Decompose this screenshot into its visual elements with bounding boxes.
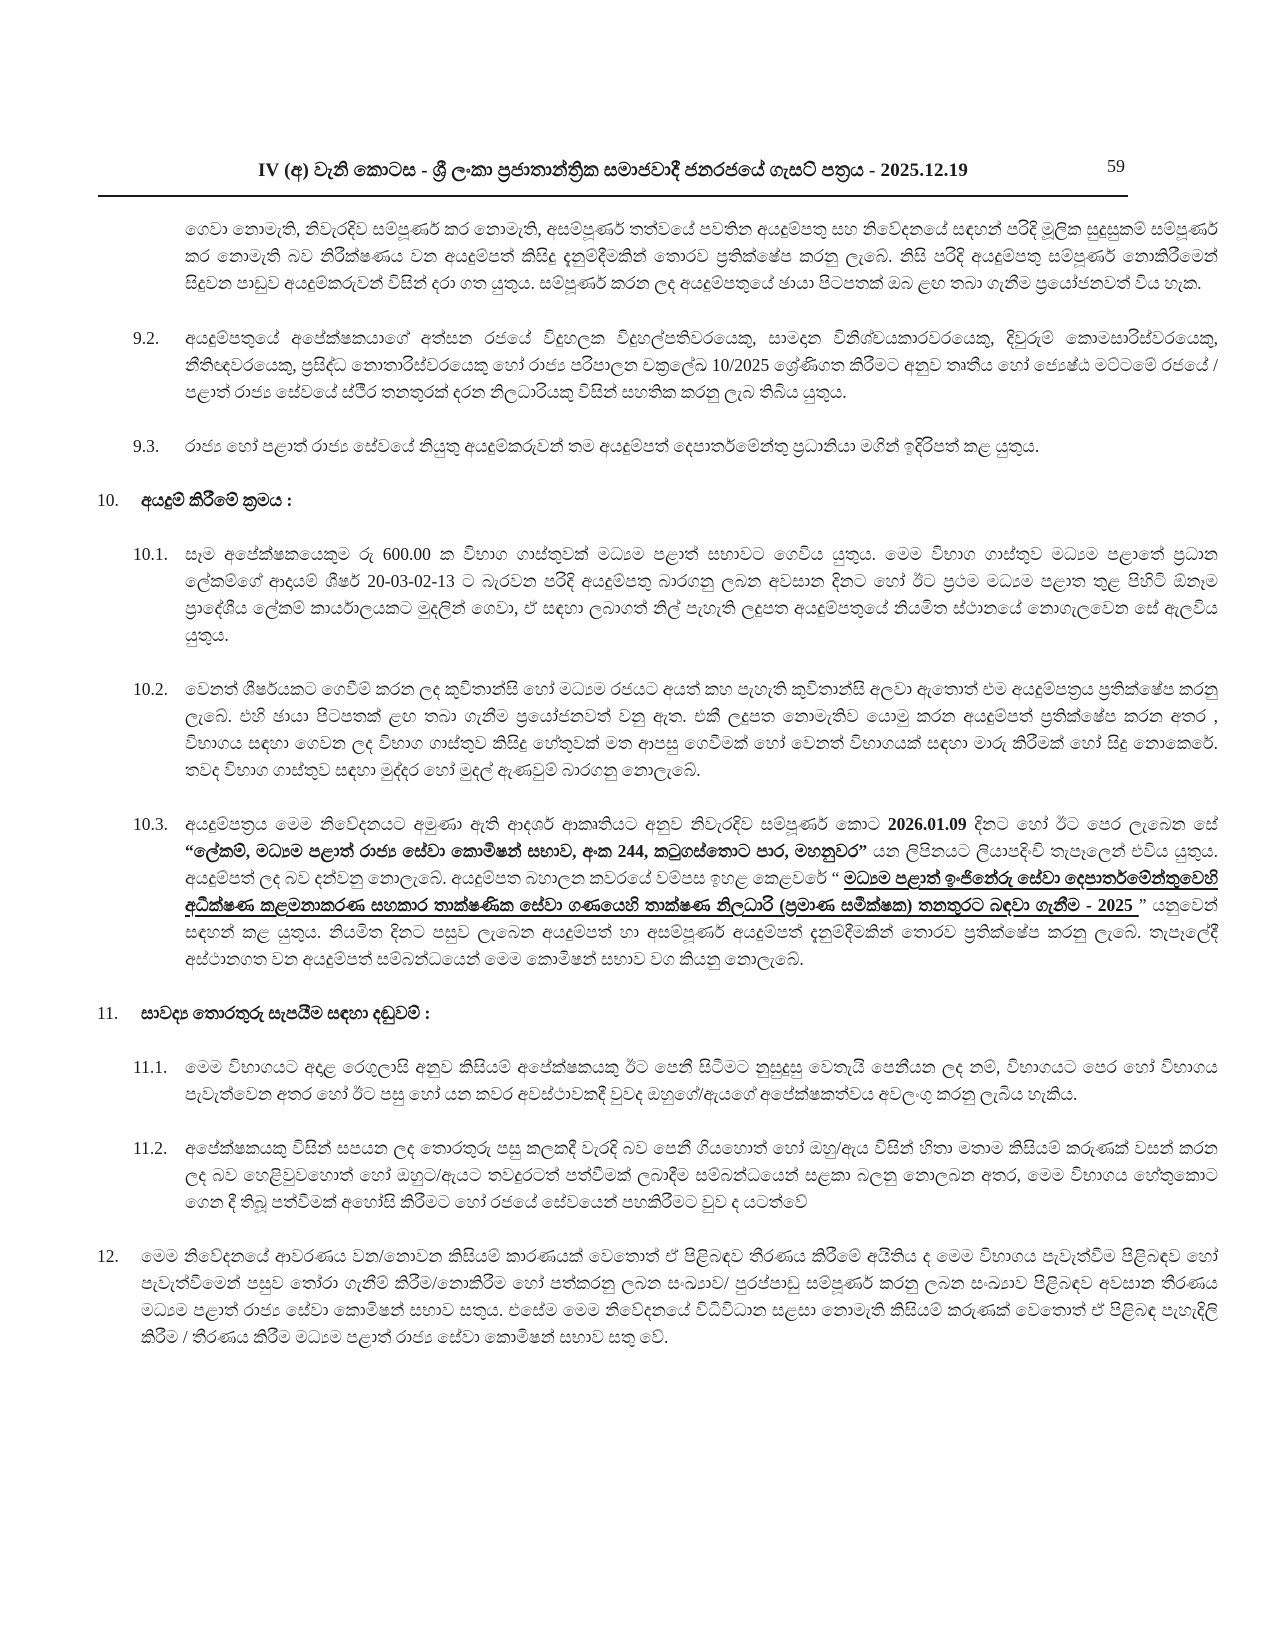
section-text-segment: ” යනුවෙන් සඳහන් කළ යුතුය. නියමිත දිනට පසුව ලැබෙන අයදුම්පත් හා අසම්පූර්ණ අයදුම්පත් දැනුම්දීමකින් තොරව ප්‍රතික්ෂේප කරනු ලැබේ. තැපෑලේදී අස්ථානගත වන අයදුම්පත් සම්බන්ධයෙන් මෙම කොමිෂන් සභාව වග කියනු නොලැබේ.	[185, 895, 1218, 969]
section-number: 11.	[97, 1003, 119, 1023]
section-text: අයදුම්පතුයේ අපේක්ෂකයාගේ අත්සන රජයේ විදුහලක විදුහල්පතිවරයෙකු, සාමදාන විනිශ්චයකාරවරයෙකු, දිවුරුම් කොමසාරිස්වරයෙකු, නීතිඥවරයෙකු, ප්‍රසිද්ධ නොතාරිස්වරයෙකු හෝ රාජ්‍ය පරිපාලන චක්‍රලේඛ 10/2025 ශ්‍රේණිගත කිරීමට අනුව තෘතීය හෝ ජ්‍යෙෂ්ඨ මට්ටමේ රජයේ / පළාත් රාජ්‍ය සේවයේ ස්ථීර තනතුරක් දරන නිලධාරියකු විසින් සහතික කරනු ලැබ තිබිය යුතුය.	[185, 328, 1218, 402]
section-10-3	[97, 811, 1218, 973]
section-number: 9.2.	[133, 328, 160, 348]
deadline-date: 2026.01.09	[887, 814, 967, 834]
section-text	[185, 811, 1218, 973]
section-text: රාජ්‍ය හෝ පළාත් රාජ්‍ය සේවයේ නියුතු අයදුම්කරුවන් තම අයදුම්පත් දෙපාර්තමේන්තු ප්‍රධානියා මගින් ඉදිරිපත් කළ යුතුය.	[185, 436, 1040, 456]
header-divider	[98, 195, 1128, 197]
paragraph-continuation: ගෙවා නොමැති, නිවැරදිව සම්පූර්ණ කර නොමැති, අසම්පූර්ණ තත්වයේ පවතින අයදුම්පතු සහ නිවේදනයේ සඳහන් පරිදි මූලික සුදුසුකම් සම්පූර්ණ කර නොමැති බව නිරීක්ෂණය වන අයදුම්පත් කිසිදු දැනුම්දීමකින් තොරව ප්‍රතික්ෂේප කරනු ලැබේ. නිසි පරිදි අයදුම්පතු සම්පූර්ණ නොකිරීමෙන් සිදුවන පාඩුව අයදුම්කරුවන් විසින් දරා ගත යුතුය. සම්පූර්ණ කරන ලද අයදුම්පතුයේ ඡායා පිටපතක් ඔබ ළඟ තබා ගැනීම ප්‍රයෝජනවත් විය හැක.	[185, 219, 1218, 293]
section-number: 12.	[97, 1246, 119, 1266]
section-number: 10.	[97, 490, 119, 510]
section-10-heading	[97, 487, 1218, 514]
section-number: 10.2.	[133, 679, 168, 699]
section-9-2	[97, 325, 1218, 406]
section-10-1	[97, 541, 1218, 649]
section-number: 9.3.	[133, 436, 160, 456]
section-text-segment: යන ලිපිනයට ලියාපදිංචි තැපෑලෙන් එවිය යුතුය. අයදුම්පත් ලද බව දන්වනු නොලැබේ. අයදුම්පත බහාලන කවරයේ වම්පස ඉහළ කෙළවරේ “	[185, 841, 1218, 888]
section-10-2	[97, 676, 1218, 784]
section-9-3	[97, 433, 1218, 460]
section-number: 11.1.	[133, 1057, 168, 1077]
section-text: සෑම අපේක්ෂකයෙකුම රු 600.00 ක විභාග ගාස්තුවක් මධ්‍යම පළාත් සභාවට ගෙවිය යුතුය. මෙම විභාග ගාස්තුව මධ්‍යම පළාතේ ප්‍රධාන ලේකම්ගේ ආදායම් ශීර්ෂ 20-03-02-13 ට බැරවන පරිදි අයදුම්පතු බාරගනු ලබන අවසාන දිනට හෝ ඊට ප්‍රථම මධ්‍යම පළාත තුළ පිහිටි ඕනෑම ප්‍රාදේශීය ලේකම් කාර්යාලයකට මුදලින් ගෙවා, ඒ සඳහා ලබාගත් නිල් පැහැති ලදුපත අයදුම්පතුයේ නියමිත ස්ථානයේ නොගැලවෙන සේ ඇලවිය යුතුය.	[185, 544, 1218, 645]
section-heading-text: සාවද්‍ය තොරතුරු සැපයීම සඳහා දඬුවම් :	[141, 1003, 431, 1023]
section-11-1	[97, 1054, 1218, 1108]
section-text: අපේක්ෂකයකු විසින් සපයන ලද තොරතුරු පසු කලකදී වැරදි බව පෙනී ගියහොත් හෝ ඔහු/ඇය විසින් හිතා මතාම කිසියම් කරුණක් වසන් කරන ලද බව හෙළිවුවහොත් හෝ ඔහුට/ඇයට තවදුරටත් පත්වීමක් ලබාදීම සම්බන්ධයෙන් සළකා බලනු නොලබන අතර, මෙම විභාගය හේතුකොට ගෙන දී තිබූ පත්වීමක් අහෝසි කිරීමට හෝ රජයේ සේවයෙන් පහකිරීමට වුව ද යටත්වේ	[185, 1138, 1218, 1212]
section-text: මෙම නිවේදනයේ ආවරණය වන/නොවන කිසියම් කාරණයක් වෙතොත් ඒ පිළිබඳව තීරණය කිරීමේ අයිතිය ද මෙම විභාගය පැවැත්වීම පිළිබඳව හෝ පැවැත්වීමෙන් පසුව තෝරා ගැනීම් කිරීම/නොකිරීම හෝ පත්කරනු ලබන සංඛ්‍යාව/ පුරප්පාඩු සම්පූර්ණ කරනු ලබන සංඛ්‍යාව පිළිබඳව අවසාන තීරණය මධ්‍යම පළාත් රාජ්‍ය සේවා කොමිෂන් සභාව සතුය. එසේම මෙම නිවේදනයේ විධිවිධාන සළසා නොමැති කිසියම් කරුණක් වෙතොත් ඒ පිළිබඳ පැහැදිලි කිරීම / තීරණය කිරීම මධ්‍යම පළාත් රාජ්‍ය සේවා කොමිෂන් සභාව සතු වේ.	[141, 1246, 1218, 1347]
section-11-heading	[97, 1000, 1218, 1027]
section-text: මෙම විභාගයට අදාළ රෙගුලාසි අනුව කිසියම් අපේක්ෂකයකු ඊට පෙනී සිටීමට නුසුදුසු වෙතැයි පෙනීයන ලද නම්, විභාගයට පෙර හෝ විභාගය පැවැත්වෙන අතර හෝ ඊට පසු හෝ යන කවර අවස්ථාවකදී වුවද ඔහුගේ/ඇයගේ අපේක්ෂකත්වය අවලංගු කරනු ලැබිය හැකිය.	[185, 1057, 1218, 1104]
section-number: 11.2.	[133, 1138, 168, 1158]
section-text: වෙනත් ශීර්ෂයකට ගෙවීම් කරන ලද කුවිතාන්සි හෝ මධ්‍යම රජයට අයත් කහ පැහැති කුවිතාන්සි අලවා ඇතොත් එම අයදුම්පත්‍රය ප්‍රතික්ෂේප කරනු ලැබේ. එහි ඡායා පිටපතක් ළඟ තබා ගැනීම ප්‍රයෝජනවත් වනු ඇත. එකී ලදුපත නොමැතිව යොමු කරන අයදුම්පත් ප්‍රතික්ෂේප කරන අතර , විභාගය සඳහා ගෙවන ලද විභාග ගාස්තුව කිසිදු හේතුවක් මත ආපසු ගෙවීමක් හෝ වෙනත් විභාගයක් සඳහා මාරු කිරීමක් හෝ සිදු නොකෙරේ. තවද විභාග ගාස්තුව සඳහා මුද්දර හෝ මුදල් ඇණවුම් බාරගනු නොලැබේ.	[185, 679, 1218, 780]
section-text-segment: දිනට හෝ ඊට පෙර ලැබෙන සේ	[966, 814, 1218, 834]
section-text-segment: අයදුම්පත්‍රය මෙම නිවේදනයට අමුණා ඇති ආදර්ශ ආකෘතියට අනුව නිවැරදිව සම්පූර්ණ කොට	[185, 814, 888, 834]
document-body	[97, 216, 1218, 1378]
page-header-title: IV (අ) වැනි කොටස - ශ්‍රී ලංකා ප්‍රජාතාන්ත්‍රික සමාජවාදී ජනරජයේ ගැසට් පත්‍රය - 2025.12.19	[257, 160, 969, 181]
section-11-2	[97, 1135, 1218, 1216]
commission-address: “ලේකම්, මධ්‍යම පළාත් රාජ්‍ය සේවා කොමිෂන් සභාව, අංක 244, කටුගස්තොට පාර, මහනුවර”	[185, 841, 868, 861]
section-number: 10.1.	[133, 544, 168, 564]
section-12	[97, 1243, 1218, 1351]
envelope-notice-title: මධ්‍යම පළාත් ඉංජිනේරු සේවා දෙපාර්තමේන්තුවෙහි අධීක්ෂණ කළමනාකරණ සහකාර තාක්ෂණික සේවා ගණයෙහි තාක්ෂණ නිලධාරි (ප්‍රමාණ සමීක්ෂක) තනතුරට බඳවා ගැනීම - 2025	[185, 868, 1219, 915]
section-number: 10.3.	[133, 814, 168, 834]
section-heading-text: අයදුම් කිරීමේ ක්‍රමය :	[141, 490, 293, 510]
page-number: 59	[1107, 156, 1125, 176]
